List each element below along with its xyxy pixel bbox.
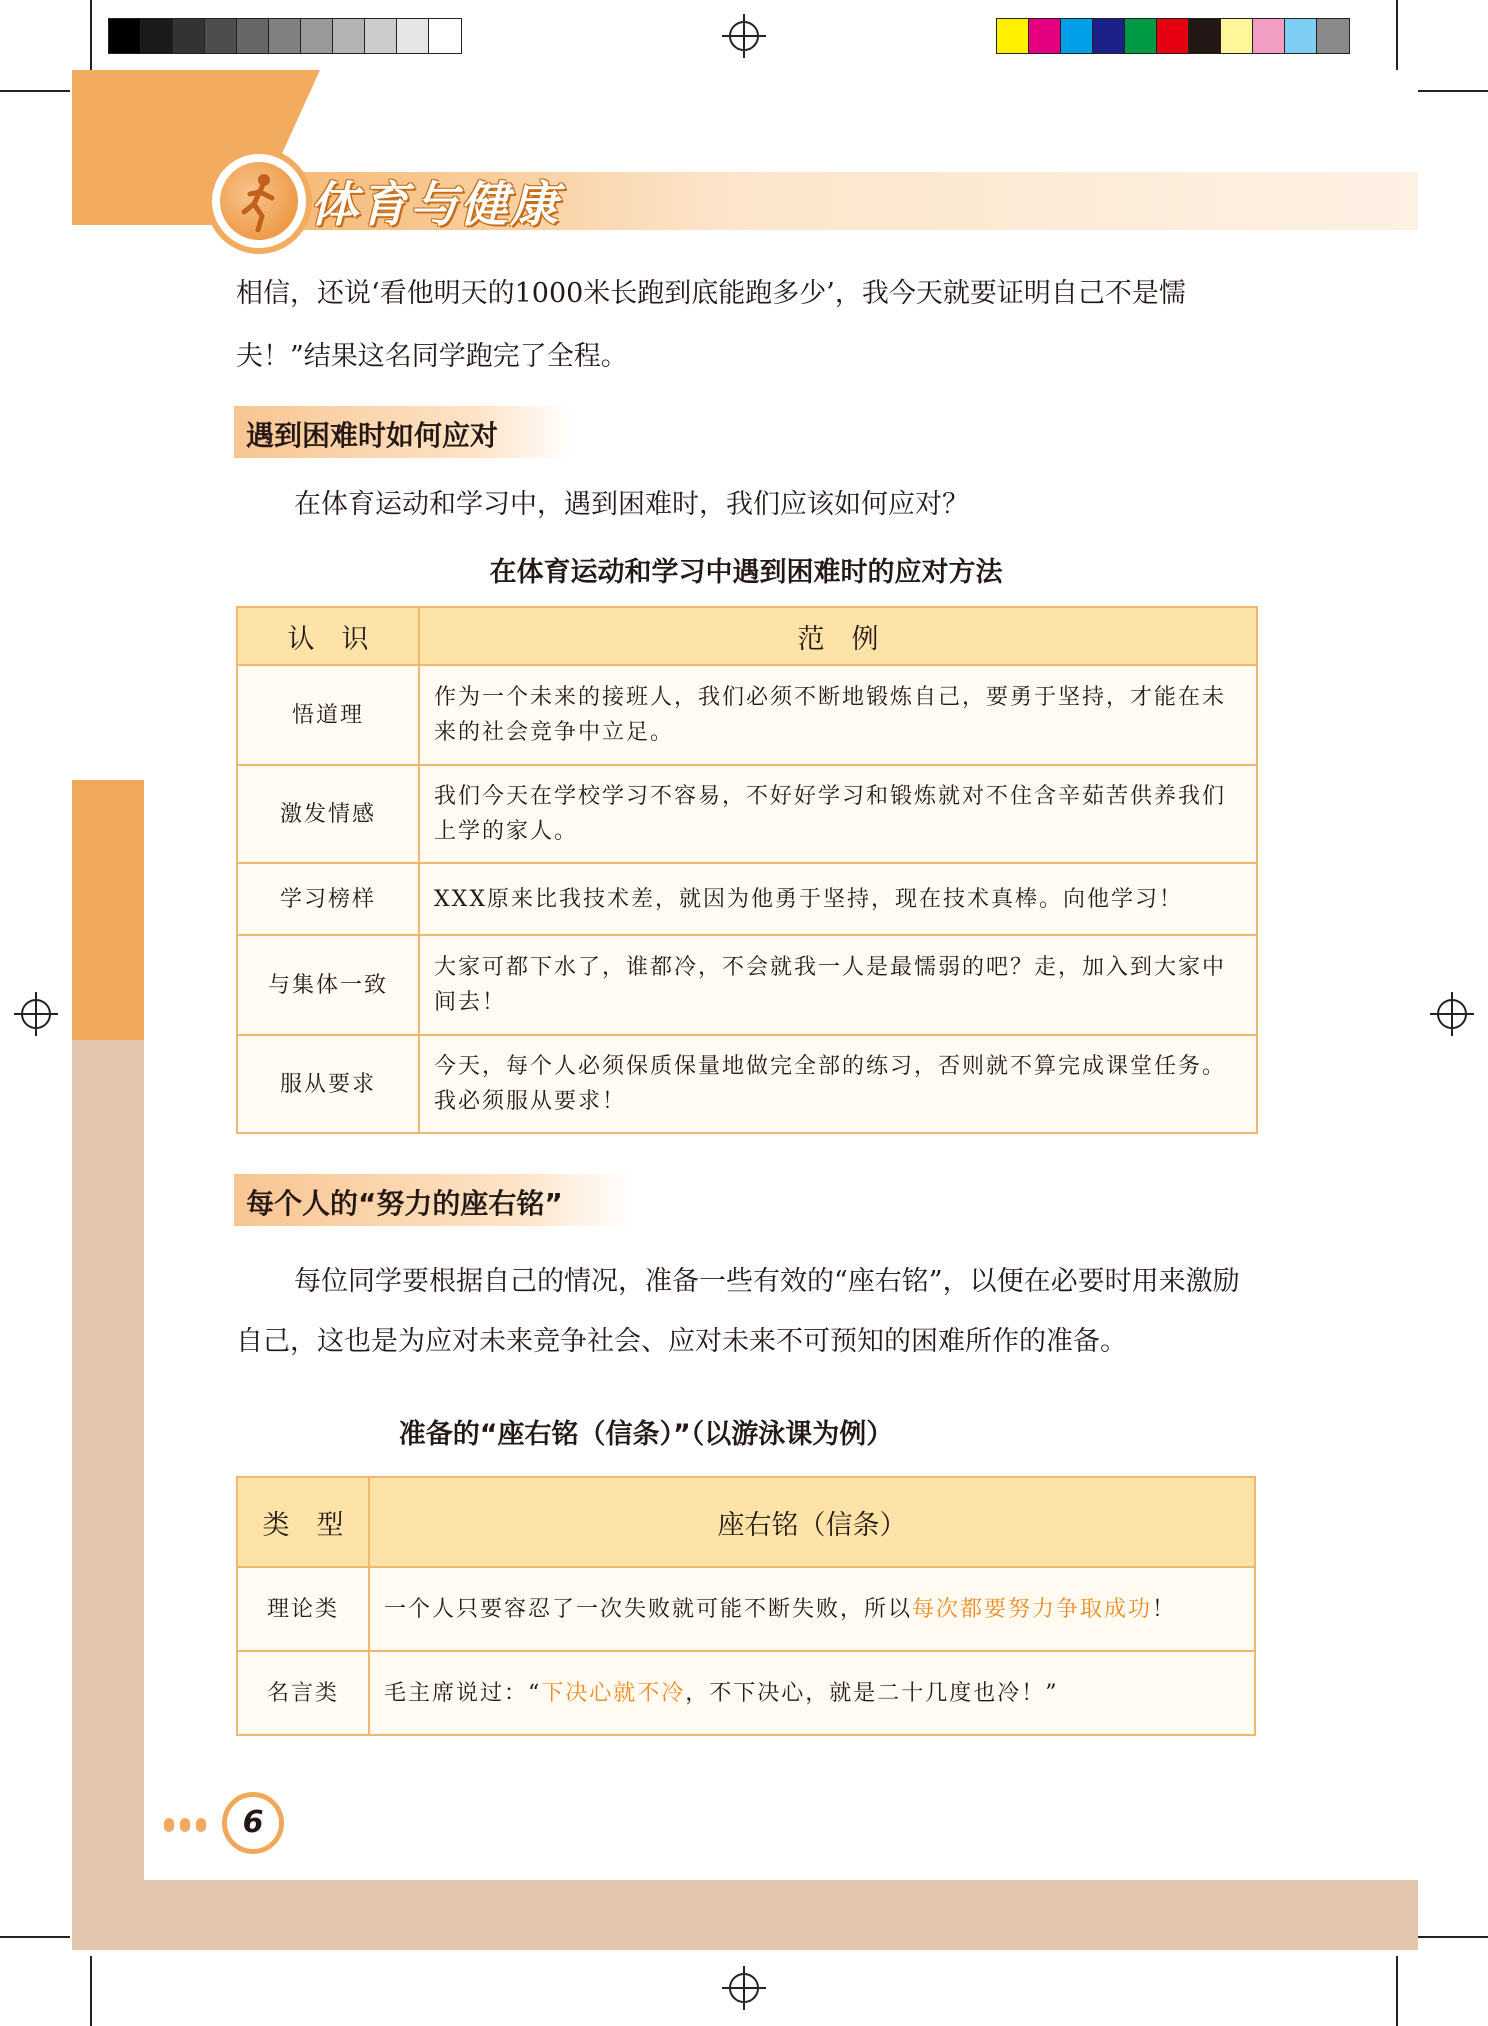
- grayscale-swatches: [108, 18, 462, 54]
- section-heading-coping: 遇到困难时如何应对: [234, 406, 574, 458]
- crop-mark: [1418, 90, 1488, 92]
- crop-mark: [0, 90, 70, 92]
- motto-highlight: 下决心就不冷: [541, 1680, 686, 1706]
- registration-mark-icon: [14, 992, 58, 1036]
- table1-caption: 在体育运动和学习中遇到困难时的应对方法: [489, 557, 1003, 588]
- table2-cell-type: 名言类: [237, 1651, 369, 1735]
- motto-text: ，不下决心，就是二十几度也冷！”: [685, 1680, 1059, 1706]
- motto-highlight: 每次都要努力争取成功: [912, 1596, 1153, 1622]
- table1-cell-example: 作为一个未来的接班人，我们必须不断地锻炼自己，要勇于坚持，才能在未来的社会竞争中立足。: [419, 665, 1257, 765]
- motto-text: 一个人只要容忍了一次失败就可能不断失败，所以: [384, 1596, 913, 1622]
- table-row: [237, 1651, 1255, 1735]
- crop-mark: [90, 0, 92, 70]
- crop-mark: [90, 1956, 92, 2026]
- table2-header-motto: 座右铭（信条）: [369, 1477, 1255, 1567]
- table-row: [237, 863, 1257, 935]
- table2-header-type: 类 型: [237, 1477, 369, 1567]
- crop-mark: [0, 1936, 70, 1938]
- intro-paragraph: 相信，还说‘看他明天的1000米长跑到底能跑多少’，我今天就要证明自己不是懦夫！”结果这名同学跑完了全程。: [236, 278, 1186, 372]
- table1-cell-example: 今天，每个人必须保质保量地做完全部的练习，否则就不算完成课堂任务。我必须服从要求！: [419, 1035, 1257, 1133]
- table1-cell-type: 服从要求: [237, 1035, 419, 1133]
- color-swatches: [996, 18, 1350, 54]
- table2-caption: 准备的“座右铭（信条）”（以游泳课为例）: [398, 1419, 894, 1450]
- motto-text: ！: [1152, 1596, 1177, 1622]
- table1-cell-type: 与集体一致: [237, 935, 419, 1035]
- coping-methods-table: [236, 606, 1258, 1134]
- side-strip-slant: [72, 780, 144, 852]
- table2-cell-motto: [369, 1567, 1255, 1651]
- table1-cell-type: 学习榜样: [237, 863, 419, 935]
- table1-cell-example: XXX原来比我技术差，就因为他勇于坚持，现在技术真棒。向他学习！: [419, 863, 1257, 935]
- crop-mark: [1396, 0, 1398, 70]
- section-heading-motto: 每个人的“努力的座右铭”: [234, 1174, 634, 1226]
- section1-paragraph: 在体育运动和学习中，遇到困难时，我们应该如何应对？: [294, 489, 969, 520]
- motto-text: 毛主席说过：“: [384, 1680, 542, 1706]
- registration-mark-icon: [722, 14, 766, 58]
- table-row: [237, 1035, 1257, 1133]
- table1-cell-example: 我们今天在学校学习不容易，不好好学习和锻炼就对不住含辛茹苦供养我们上学的家人。: [419, 765, 1257, 863]
- page-number: 6: [222, 1792, 284, 1854]
- crop-mark: [1396, 1956, 1398, 2026]
- bottom-band: [72, 1880, 1418, 1950]
- table-row: [237, 1567, 1255, 1651]
- runner-figure-icon: [236, 172, 284, 232]
- registration-mark-icon: [722, 1966, 766, 2010]
- table2-cell-motto: [369, 1651, 1255, 1735]
- page-number-dots: [164, 1817, 212, 1836]
- registration-mark-icon: [1430, 992, 1474, 1036]
- table-row: [237, 665, 1257, 765]
- book-title: 体育与健康: [310, 177, 561, 233]
- table1-header-example: 范 例: [419, 607, 1257, 665]
- crop-mark: [1418, 1936, 1488, 1938]
- table-row: [237, 765, 1257, 863]
- table1-cell-type: 悟道理: [237, 665, 419, 765]
- table2-cell-type: 理论类: [237, 1567, 369, 1651]
- table1-cell-example: 大家可都下水了，谁都冷，不会就我一人是最懦弱的吧？走，加入到大家中间去！: [419, 935, 1257, 1035]
- motto-table: [236, 1476, 1256, 1736]
- table1-header-cognition: 认 识: [237, 607, 419, 665]
- table-row: [237, 935, 1257, 1035]
- table1-cell-type: 激发情感: [237, 765, 419, 863]
- section2-paragraph: 每位同学要根据自己的情况，准备一些有效的“座右铭”，以便在必要时用来激励自己，这也是为应对未来竞争社会、应对未来不可预知的困难所作的准备。: [236, 1266, 1240, 1357]
